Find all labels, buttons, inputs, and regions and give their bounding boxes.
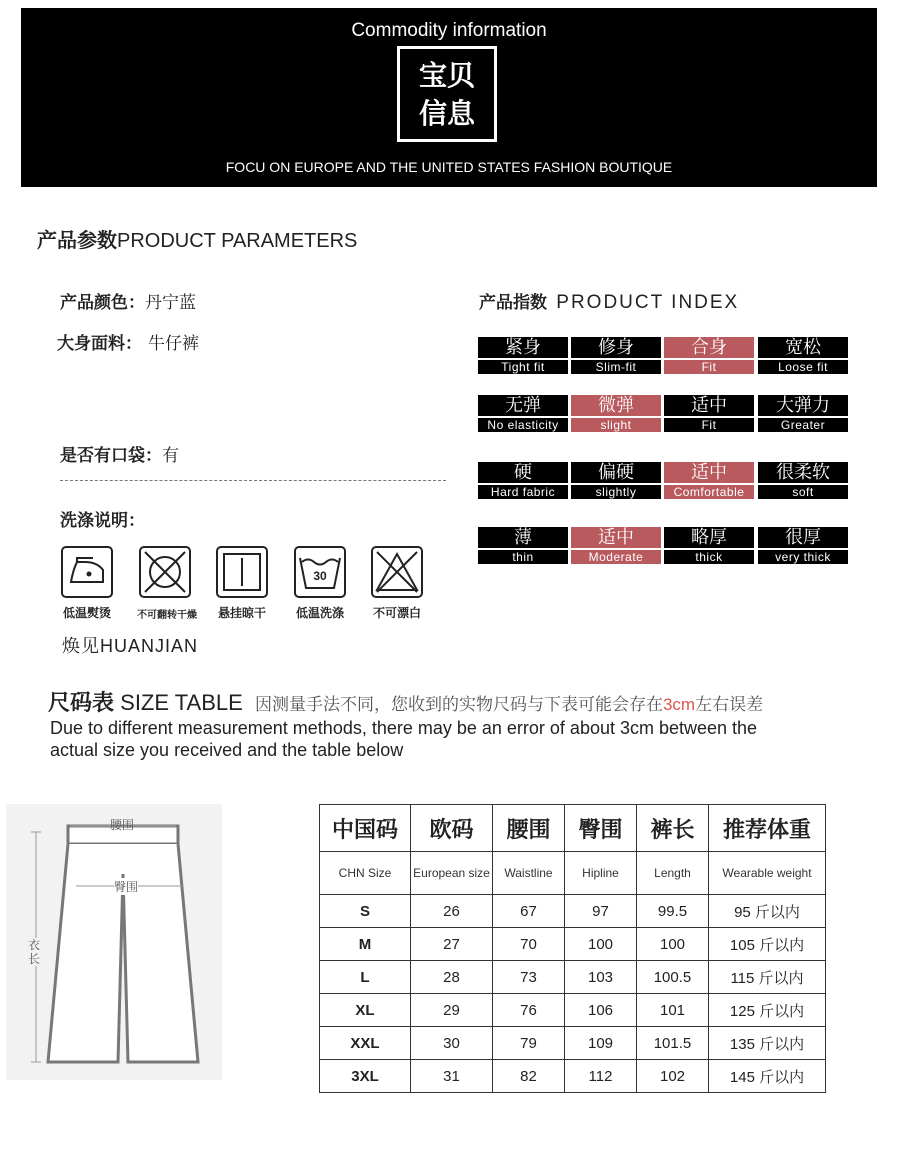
banner-box-line1: 宝贝 bbox=[418, 59, 475, 92]
size-note-cn-highlight: 3cm bbox=[662, 695, 696, 714]
header-cell: 腰围 bbox=[493, 805, 565, 852]
wash-item-tumble bbox=[137, 546, 197, 621]
index-cell bbox=[664, 527, 754, 564]
index-cell-en: thick bbox=[664, 550, 754, 564]
diagram-waist-label: 腰围 bbox=[110, 818, 135, 832]
table-cell: 97 bbox=[565, 895, 637, 928]
index-cell-cn: 大弹力 bbox=[758, 395, 848, 416]
param-color-value: 丹宁蓝 bbox=[145, 293, 196, 313]
param-pocket-value: 有 bbox=[162, 446, 179, 466]
index-cell-en: Loose fit bbox=[758, 360, 848, 374]
table-cell: 102 bbox=[637, 1060, 709, 1093]
param-wash bbox=[60, 506, 145, 531]
index-cell-cn: 很厚 bbox=[758, 527, 848, 548]
index-cell bbox=[571, 337, 661, 374]
index-title-cn: 产品指数 bbox=[479, 293, 547, 313]
table-cell: 26 bbox=[411, 895, 493, 928]
size-note-cn-a: 因测量手法不同，您收到的实物尺码与下表可能会存在 bbox=[254, 695, 663, 714]
table-cell: 27 bbox=[411, 928, 493, 961]
params-title-en: PRODUCT PARAMETERS bbox=[117, 230, 358, 252]
table-cell: 67 bbox=[493, 895, 565, 928]
index-cell-en: slight bbox=[571, 418, 661, 432]
no-bleach-icon bbox=[371, 546, 423, 598]
dashed-divider bbox=[60, 480, 446, 481]
size-note-en bbox=[50, 717, 757, 761]
param-color-label: 产品颜色： bbox=[60, 293, 145, 313]
index-cell-en: Hard fabric bbox=[478, 485, 568, 499]
table-row bbox=[320, 928, 826, 961]
index-cell bbox=[478, 395, 568, 432]
index-cell bbox=[758, 337, 848, 374]
table-cell: 73 bbox=[493, 961, 565, 994]
header-banner bbox=[21, 8, 877, 187]
params-heading bbox=[37, 224, 357, 253]
index-title-en: PRODUCT INDEX bbox=[556, 292, 740, 313]
param-fabric-value: 牛仔裤 bbox=[148, 334, 199, 354]
wash-label: 低温熨烫 bbox=[62, 606, 111, 620]
wash-item-iron bbox=[59, 546, 115, 621]
table-cell: 28 bbox=[411, 961, 493, 994]
table-cell: 135 斤以内 bbox=[709, 1027, 826, 1060]
index-cell-en: slightly bbox=[571, 485, 661, 499]
banner-logo-box bbox=[397, 46, 497, 142]
header-cell: 欧码 bbox=[411, 805, 493, 852]
table-cell: 30 bbox=[411, 1027, 493, 1060]
index-cell-cn: 硬 bbox=[478, 462, 568, 483]
wash-item-hang bbox=[214, 546, 270, 621]
table-cell: 76 bbox=[493, 994, 565, 1027]
table-cell: 125 斤以内 bbox=[709, 994, 826, 1027]
param-color bbox=[60, 288, 196, 313]
wash-item-bleach bbox=[369, 546, 425, 621]
index-cell-cn: 适中 bbox=[664, 395, 754, 416]
table-cell: S bbox=[320, 895, 411, 928]
iron-low-icon bbox=[61, 546, 113, 598]
wash-label: 低温洗涤 bbox=[295, 606, 344, 620]
index-cell-en: Tight fit bbox=[478, 360, 568, 374]
table-cell: 105 斤以内 bbox=[709, 928, 826, 961]
index-cell-en: Moderate bbox=[571, 550, 661, 564]
table-cell: 100.5 bbox=[637, 961, 709, 994]
size-note-cn bbox=[255, 695, 763, 714]
table-cell: M bbox=[320, 928, 411, 961]
no-tumble-dry-icon bbox=[139, 546, 191, 598]
index-cell bbox=[478, 337, 568, 374]
table-cell: 31 bbox=[411, 1060, 493, 1093]
table-cell: 101.5 bbox=[637, 1027, 709, 1060]
wash-label: 不可翻转干燥 bbox=[137, 610, 197, 621]
table-cell: 79 bbox=[493, 1027, 565, 1060]
table-cell: XL bbox=[320, 994, 411, 1027]
index-cell-en: Greater bbox=[758, 418, 848, 432]
index-cell bbox=[664, 337, 754, 374]
table-cell: 106 bbox=[565, 994, 637, 1027]
table-row bbox=[320, 994, 826, 1027]
index-cell-cn: 适中 bbox=[664, 462, 754, 483]
table-cell: 95 斤以内 bbox=[709, 895, 826, 928]
param-pocket bbox=[60, 441, 179, 466]
size-note-en-line1: Due to different measurement methods, there may be an error of about 3cm between the bbox=[50, 718, 758, 738]
diagram-hip-label: 臀围 bbox=[114, 880, 139, 894]
size-note-en-line2: actual size you received and the table below bbox=[50, 740, 404, 760]
index-cell bbox=[478, 527, 568, 564]
header-en-cell: Wearable weight bbox=[709, 852, 826, 895]
pants-diagram bbox=[6, 804, 222, 1080]
size-table bbox=[319, 804, 826, 1093]
header-cell: 裤长 bbox=[637, 805, 709, 852]
table-cell: 103 bbox=[565, 961, 637, 994]
header-en-cell: European size bbox=[411, 852, 493, 895]
size-table-header-cn bbox=[320, 805, 826, 852]
header-en-cell: Hipline bbox=[565, 852, 637, 895]
hang-dry-icon bbox=[216, 546, 268, 598]
index-cell bbox=[664, 462, 754, 499]
header-cell: 中国码 bbox=[320, 805, 411, 852]
index-cell-cn: 紧身 bbox=[478, 337, 568, 358]
table-row bbox=[320, 895, 826, 928]
index-cell bbox=[571, 527, 661, 564]
brand-name: 焕见HUANJIAN bbox=[62, 636, 199, 656]
table-cell: XXL bbox=[320, 1027, 411, 1060]
index-cell-cn: 薄 bbox=[478, 527, 568, 548]
size-title-en: SIZE TABLE bbox=[120, 690, 243, 715]
diagram-length-label: 衣长 bbox=[28, 938, 41, 966]
size-note-cn-b: 左右误差 bbox=[695, 695, 764, 714]
table-cell: 109 bbox=[565, 1027, 637, 1060]
index-cell bbox=[758, 395, 848, 432]
index-cell bbox=[664, 395, 754, 432]
size-table-body bbox=[320, 895, 826, 1093]
size-heading bbox=[48, 686, 763, 717]
table-cell: 101 bbox=[637, 994, 709, 1027]
wash-item-wash30 bbox=[292, 546, 348, 621]
table-row bbox=[320, 1027, 826, 1060]
param-fabric bbox=[57, 329, 199, 354]
banner-box-line2: 信息 bbox=[418, 97, 475, 130]
header-cell: 推荐体重 bbox=[709, 805, 826, 852]
index-cell-en: very thick bbox=[758, 550, 848, 564]
table-cell: 29 bbox=[411, 994, 493, 1027]
wash-temp-value: 30 bbox=[313, 569, 327, 583]
index-cell-cn: 合身 bbox=[664, 337, 754, 358]
table-cell: 3XL bbox=[320, 1060, 411, 1093]
index-cell-en: Slim-fit bbox=[571, 360, 661, 374]
index-cell-cn: 修身 bbox=[571, 337, 661, 358]
table-cell: 115 斤以内 bbox=[709, 961, 826, 994]
param-fabric-label: 大身面料： bbox=[57, 334, 142, 354]
table-row bbox=[320, 961, 826, 994]
table-cell: 100 bbox=[565, 928, 637, 961]
param-wash-label: 洗涤说明： bbox=[60, 511, 145, 531]
params-title-cn: 产品参数 bbox=[37, 228, 117, 252]
index-cell-cn: 偏硬 bbox=[571, 462, 661, 483]
index-cell-en: No elasticity bbox=[478, 418, 568, 432]
table-cell: 145 斤以内 bbox=[709, 1060, 826, 1093]
index-heading bbox=[479, 288, 739, 314]
header-en-cell: Waistline bbox=[493, 852, 565, 895]
index-cell-en: Fit bbox=[664, 418, 754, 432]
index-cell-cn: 适中 bbox=[571, 527, 661, 548]
index-cell bbox=[571, 395, 661, 432]
size-title-cn: 尺码表 bbox=[48, 691, 115, 716]
index-cell-cn: 很柔软 bbox=[758, 462, 848, 483]
index-cell bbox=[478, 462, 568, 499]
index-cell-en: Comfortable bbox=[664, 485, 754, 499]
index-cell-cn: 微弹 bbox=[571, 395, 661, 416]
index-cell-en: thin bbox=[478, 550, 568, 564]
banner-title: Commodity information bbox=[351, 20, 547, 41]
index-cell-cn: 宽松 bbox=[758, 337, 848, 358]
index-cell bbox=[758, 462, 848, 499]
banner-subtitle: FOCU ON EUROPE AND THE UNITED STATES FASHION BOUTIQUE bbox=[225, 159, 673, 175]
index-cell bbox=[758, 527, 848, 564]
index-cell-en: soft bbox=[758, 485, 848, 499]
table-cell: L bbox=[320, 961, 411, 994]
table-cell: 100 bbox=[637, 928, 709, 961]
index-cell bbox=[571, 462, 661, 499]
header-en-cell: CHN Size bbox=[320, 852, 411, 895]
header-en-cell: Length bbox=[637, 852, 709, 895]
table-cell: 70 bbox=[493, 928, 565, 961]
table-cell: 99.5 bbox=[637, 895, 709, 928]
table-cell: 112 bbox=[565, 1060, 637, 1093]
wash-30-icon bbox=[294, 546, 346, 598]
table-row bbox=[320, 1060, 826, 1093]
table-cell: 82 bbox=[493, 1060, 565, 1093]
index-cell-cn: 无弹 bbox=[478, 395, 568, 416]
index-cell-en: Fit bbox=[664, 360, 754, 374]
wash-label: 悬挂晾干 bbox=[217, 606, 266, 620]
header-cell: 臀围 bbox=[565, 805, 637, 852]
param-pocket-label: 是否有口袋： bbox=[60, 446, 162, 466]
size-table-header-en bbox=[320, 852, 826, 895]
wash-label: 不可漂白 bbox=[372, 606, 421, 620]
index-cell-cn: 略厚 bbox=[664, 527, 754, 548]
